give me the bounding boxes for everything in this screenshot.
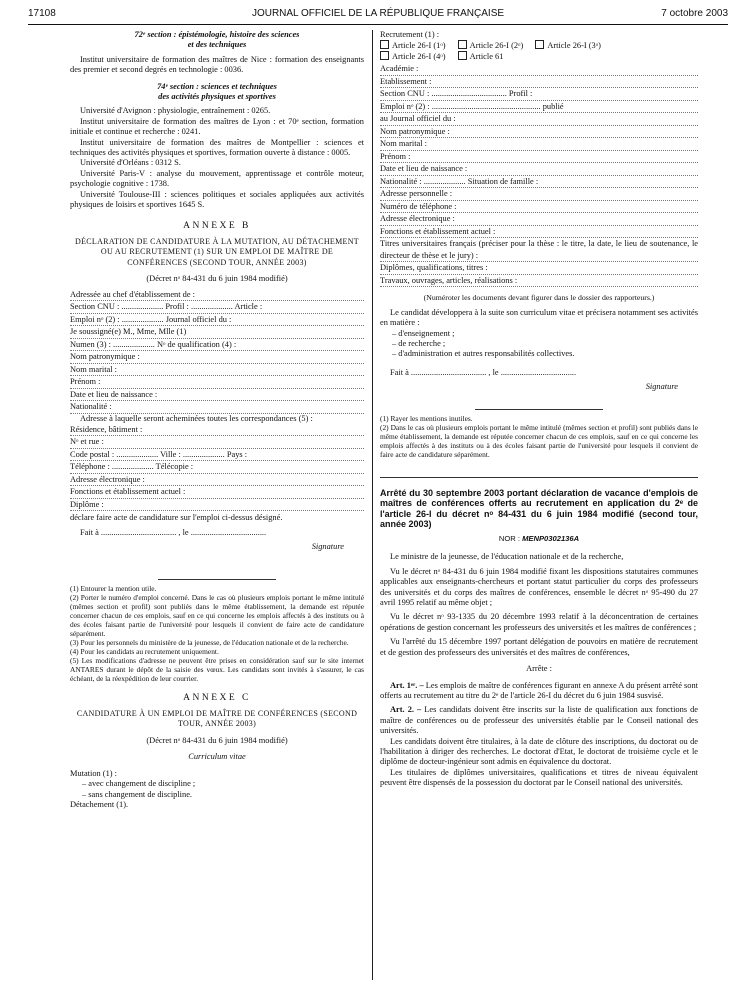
section-74-entry: Institut universitaire de formation des maîtres de Lyon : et 70ᵉ section, formation initiale et continue et recherche : 0241. (70, 116, 364, 137)
recrutement-label: Recrutement (1) : (380, 30, 440, 39)
form-field-line: Code postal : .................... Ville : .................... Pays : (70, 449, 364, 462)
footnote: (1) Rayer les mentions inutiles. (380, 413, 473, 423)
article-2-label: Art. 2. – (390, 705, 422, 715)
form-b-fields (70, 289, 364, 414)
arrete-preamble (380, 552, 698, 658)
curriculum-vitae-label: Curriculum vitae (188, 752, 246, 762)
annexe-b-title: DÉCLARATION DE CANDIDATURE À LA MUTATION, AU DÉTACHEMENT OU AU RECRUTEMENT (1) SUR UN EMPLOI DE MAÎTRE DE CONFÉRENCES (SECOND TOUR, ANNÉE 2003) (75, 236, 359, 267)
form-field-line: Emploi nᵒ (2) : .................................................... publié (380, 101, 698, 114)
preamble-paragraph: Vu l'arrêté du 15 décembre 1997 portant délégation de pouvoirs en matière de recrutement et de gestion des professeurs des universités et des maîtres de conférences, (380, 637, 698, 657)
form-field-line: Téléphone : .................... Télécopie : (70, 461, 364, 474)
checkbox-label: Article 26-I (2ᵒ) (469, 41, 524, 51)
checkbox-label: Article 26-I (3ᵒ) (547, 41, 601, 51)
mutation-options (70, 779, 364, 800)
article-2-paragraph: Les candidats doivent être titulaires, à la date de clôture des inscriptions, du doctorat ou de l'habilitation à diriger des recherches. Le doctorat d'Etat, le doctorat de troisième cycle et le diplôme de docteur-ingénieur sont admis en équivalence du doctorat. (380, 736, 698, 767)
nor-value: MENP0302136A (522, 534, 580, 544)
issue-date: 7 octobre 2003 (661, 8, 728, 19)
checkbox-26-1-4[interactable] (380, 51, 389, 60)
form-field-line: Nom marital : (70, 364, 364, 377)
form-field-line: Titres universitaires français (préciser pour la thèse : le titre, la date, le lieu de soutenance, le directeur de thèse et le jury) : (380, 238, 698, 262)
preamble-paragraph: Vu le décret nᵒ 84-431 du 6 juin 1984 modifié fixant les dispositions statutaires communes applicables aux enseignants-chercheurs et portant statut particulier du corps des professeurs des universités et du corps des maîtres de conférences, ensemble le décret nᵒ 95-490 du 27 avril 1995 relatif au même objet ; (380, 566, 698, 608)
section-74-entry: Institut universitaire de formation des maîtres de Montpellier : sciences et techniques des activités physiques et sportives, formation ouverte à distance : 0005. (70, 137, 364, 158)
section-rule (380, 477, 698, 478)
right-column (380, 30, 698, 789)
form-field-line: Prénom : (380, 151, 698, 164)
checkbox-26-1-2[interactable] (458, 40, 467, 49)
form-field-line: Nationalité : (70, 401, 364, 414)
footnote-rule (158, 579, 276, 580)
article-2 (380, 705, 698, 736)
mutation-label: Mutation (1) : (70, 768, 117, 778)
page-number: 17108 (28, 8, 56, 19)
fait-a-line-right: Fait à .................................... , le .................................... (390, 367, 577, 377)
activities-list (380, 329, 698, 360)
journal-title: JOURNAL OFFICIEL DE LA RÉPUBLIQUE FRANÇAISE (251, 8, 505, 19)
left-column (70, 30, 364, 810)
form-field-line: Adresse électronique : (380, 213, 698, 226)
preamble-paragraph: Vu le décret nᵒ 93-1335 du 20 décembre 1993 relatif à la déconcentration de certaines opérations de gestion concernant les professeurs des universités et les maîtres de conférences ; (380, 612, 698, 632)
checkbox-26-1-1[interactable] (380, 40, 389, 49)
candidat-text: Le candidat développera à la suite son curriculum vitae et précisera notamment ses activités en matière : (380, 307, 698, 328)
section-74-entry: Université Toulouse-III : sciences politiques et sociales appliquées aux activités physiques de loisirs et sportives 1645 S. (70, 189, 364, 210)
form-field-line: Nom patronymique : (380, 126, 698, 139)
footnote-rule-right (475, 409, 602, 410)
section-72-title-2: et des techniques (187, 40, 247, 50)
section-74-list (70, 106, 364, 210)
annexe-c-title: CANDIDATURE À UN EMPLOI DE MAÎTRE DE CONFÉRENCES (SECOND TOUR, ANNÉE 2003) (76, 709, 358, 729)
article-2-paragraph: Les titulaires de diplômes universitaires, qualifications et titres de niveau équivalent peuvent être dispensés de la possession du doctorat par le Conseil national des universités. (380, 767, 698, 788)
checkbox-26-1-3[interactable] (535, 40, 544, 49)
section-74-entry: Université Paris-V : analyse du mouvement, apprentissage et contrôle moteur, psychologie cognitive : 1738. (70, 168, 364, 189)
form-field-line: Etablissement : (380, 76, 698, 89)
declaration-text: déclare faire acte de candidature sur l'emploi ci-dessus désigné. (70, 513, 283, 523)
checkbox-article-61[interactable] (458, 51, 467, 60)
article-1-label: Art. 1ᵉʳ. – (390, 680, 424, 690)
article-2-text: Les candidats doivent être inscrits sur la liste de qualification aux fonctions de maître de conférences ou de professeur des universités établie par le Conseil national des universités. (380, 705, 699, 736)
form-field-line: au Journal officiel du : (380, 113, 698, 126)
section-72-title: 72ᵉ section : épistémologie, histoire des sciences (134, 30, 300, 39)
annexe-c-heading: ANNEXE C (183, 692, 251, 703)
form-field-line: Je soussigné(e) M., Mme, Mlle (1) (70, 326, 364, 339)
form-field-line: Date et lieu de naissance : (70, 389, 364, 402)
annexe-b-footnotes (70, 584, 364, 683)
form-field-line: Nom marital : (380, 138, 698, 151)
form-field-line: Adressée au chef d'établissement de : (70, 289, 364, 302)
nor-reference (380, 534, 698, 544)
activity-item: – de recherche ; (392, 339, 698, 349)
form-field-line: Fonctions et établissement actuel : (380, 226, 698, 239)
form-field-line: Nationalité : .................... Situation de famille : (380, 176, 698, 189)
form-field-line: Section CNU : .................... Profil : .................... Article : (70, 301, 364, 314)
form-field-line: Prénom : (70, 376, 364, 389)
header-rule (28, 24, 728, 25)
section-74-title: 74ᵉ section : sciences et techniques (157, 81, 277, 91)
signature-label-right: Signature (645, 382, 678, 392)
column-divider (372, 30, 373, 980)
form-field-line: Numen (3) : .................... Nᵒ de qualification (4) : (70, 339, 364, 352)
form-field-line: Diplômes, qualifications, titres : (380, 262, 698, 275)
mutation-option: – sans changement de discipline. (82, 790, 364, 800)
detachement-label: Détachement (1). (70, 799, 129, 809)
form-field-line: Adresse personnelle : (380, 188, 698, 201)
form-field-line: Numéro de téléphone : (380, 201, 698, 214)
checkbox-row-1 (380, 40, 698, 51)
form-field-line: Résidence, bâtiment : (70, 424, 364, 437)
section-72-entry: Institut universitaire de formation des maîtres de Nice : formation des enseignants des premier et second degrés en technologie : 0036. (70, 54, 364, 75)
footnote: (3) Pour les personnels du ministère de la jeunesse, de l'éducation nationale et de la recherche. (70, 637, 349, 647)
section-74-entry: Université d'Orléans : 0312 S. (80, 158, 181, 168)
activity-item: – d'administration et autres responsabilités collectives. (392, 349, 698, 359)
form-field-line: Diplôme : (70, 499, 364, 512)
form-field-line: Nom patronymique : (70, 351, 364, 364)
nor-label: NOR : (498, 534, 520, 544)
form-c-fields (380, 63, 698, 287)
checkbox-row-2 (380, 51, 698, 62)
footnote: (5) Les modifications d'adresse ne peuvent être prises en considération sauf sur le site internet ANTARES durant le dépôt de la saisie des vœux. Les candidats sont invités à s'assurer, le cas échéant, de la réexpédition de leur courrier. (70, 655, 364, 683)
annexe-b-heading: ANNEXE B (183, 220, 251, 231)
decret-reference: (Décret nᵒ 84-431 du 6 juin 1984 modifié) (146, 274, 288, 284)
footnote: (4) Pour les candidats au recrutement uniquement. (70, 646, 219, 656)
footnote: (1) Entourer la mention utile. (70, 583, 157, 593)
footnote: (2) Dans le cas où plusieurs emplois portant le même intitulé (mêmes section et profil) sont publiés dans le même établissement, la demande est réputée concerner chacun de ces emplois, sauf en ce qui concerne les emplois affectés à des instituts ou à des écoles faisant partie de l'université pour lesquels il convient de faire acte de candidature séparément. (380, 422, 698, 459)
adresse-correspondance: Adresse à laquelle seront acheminées toutes les correspondances (5) : (80, 413, 313, 423)
article-1 (380, 681, 698, 702)
fait-a-line: Fait à .................................... , le .................................... (80, 527, 267, 537)
form-field-line: Emploi nᵒ (2) : .................... Journal officiel du : (70, 314, 364, 327)
numeroter-note: (Numéroter les documents devant figurer dans le dossier des rapporteurs.) (423, 293, 655, 303)
section-74-entry: Université d'Avignon : physiologie, entraînement : 0265. (80, 106, 271, 116)
checkbox-label: Article 26-I (4ᵒ) (392, 52, 446, 62)
form-field-line: Travaux, ouvrages, articles, réalisations : (380, 275, 698, 288)
form-b-fields-2 (70, 424, 364, 512)
form-field-line: Date et lieu de naissance : (380, 163, 698, 176)
activity-item: – d'enseignement ; (392, 329, 698, 339)
article-2-paragraphs (380, 737, 698, 789)
signature-label: Signature (311, 542, 344, 552)
form-field-line: Section CNU : .................................... Profil : (380, 88, 698, 101)
article-1-text: Les emplois de maître de conférences figurant en annexe A du présent arrêté sont offerts au recrutement au titre du 2ᵉ de l'article 26-I du décret du 6 juin 1984 susvisé. (380, 680, 698, 700)
checkbox-label: Article 61 (469, 52, 504, 62)
form-field-line: Fonctions et établissement actuel : (70, 486, 364, 499)
arrete-title: Arrêté du 30 septembre 2003 portant déclaration de vacance d'emplois de maîtres de conférences offerts au recrutement en application du 2ᵉ de l'article 26-I du décret nᵒ 84-431 du 6 juin 1984 modifié (second tour, année 2003) (380, 487, 698, 530)
form-field-line: Adresse électronique : (70, 474, 364, 487)
checkbox-label: Article 26-I (1ᵒ) (392, 41, 446, 51)
form-field-line: Nᵒ et rue : (70, 436, 364, 449)
preamble-paragraph: Le ministre de la jeunesse, de l'éducation nationale et de la recherche, (390, 552, 624, 562)
form-field-line: Académie : (380, 63, 698, 76)
mutation-option: – avec changement de discipline ; (82, 779, 364, 789)
footnote: (2) Porter le numéro d'emploi concerné. Dans le cas où plusieurs emplois portant le même intitulé (mêmes section et profil) sont publiés dans le même établissement, la demande est réputée concerner chacun de ces emplois, sauf en ce qui concerne les emplois affectés à des instituts ou à des écoles faisant partie de l'université pour lesquels il convient de faire acte de candidature séparément. (70, 592, 364, 638)
page-header (28, 8, 728, 24)
section-74-title-2: des activités physiques et sportives (158, 92, 276, 102)
annexe-c-footnotes (380, 414, 698, 459)
arrete-label: Arrête : (526, 664, 552, 674)
decret-reference-c: (Décret nᵒ 84-431 du 6 juin 1984 modifié) (146, 735, 288, 745)
